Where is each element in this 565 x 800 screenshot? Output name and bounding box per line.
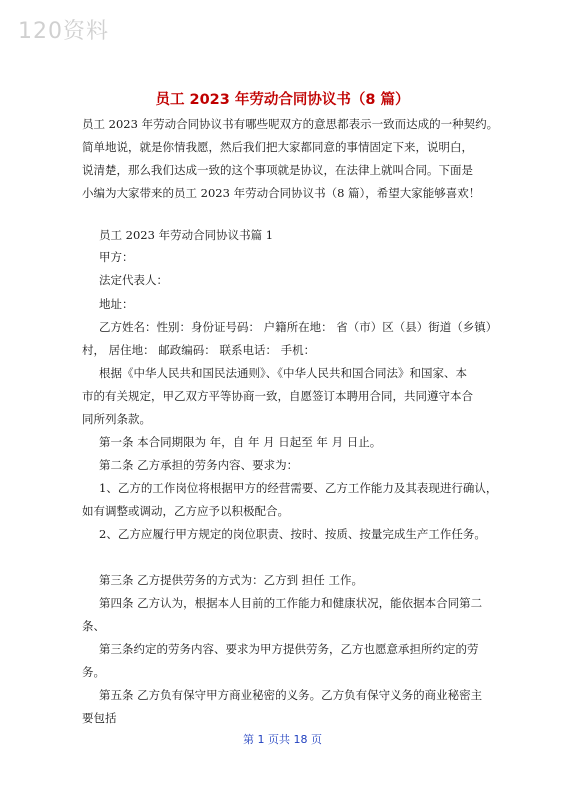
article-1: 第一条 本合同期限为 年，自 年 月 日起至 年 月 日止。 (99, 435, 382, 449)
document-title: 员工 2023 年劳动合同协议书（8 篇） (155, 92, 410, 108)
article-4-line-1: 第四条 乙方认为，根据本人目前的工作能力和健康状况，能依据本合同第二 (99, 596, 483, 610)
intro-line-1: 员工 2023 年劳动合同协议书有哪些呢双方的意思都表示一致而达成的一种契约。 (82, 117, 499, 131)
article-2-item-1-line-2: 如有调整或调动，乙方应予以积极配合。 (82, 504, 289, 518)
article-2-item-2: 2、乙方应履行甲方规定的岗位职责、按时、按质、按量完成生产工作任务。 (99, 527, 486, 541)
article-5-line-2: 要包括 (82, 711, 117, 725)
article-4-line-4: 务。 (82, 665, 105, 679)
article-5-line-1: 第五条 乙方负有保守甲方商业秘密的义务。乙方负有保守义务的商业秘密主 (99, 688, 483, 702)
section-heading: 员工 2023 年劳动合同协议书篇 1 (99, 228, 274, 242)
basis-line-2: 市的有关规定，甲乙双方平等协商一致，自愿签订本聘用合同，共同遵守本合 (82, 389, 473, 403)
party-a-field: 甲方： (99, 250, 134, 264)
basis-line-1: 根据《中华人民共和国民法通则》、《中华人民共和国合同法》和国家、本 (99, 366, 467, 380)
intro-line-3: 说清楚，那么我们达成一致的这个事项就是协议，在法律上就叫合同。下面是 (82, 163, 473, 177)
intro-line-4: 小编为大家带来的员工 2023 年劳动合同协议书（8 篇），希望大家能够喜欢！ (82, 186, 481, 200)
intro-line-2: 简单地说，就是你情我愿，然后我们把大家都同意的事情固定下来，说明白， (82, 140, 473, 154)
article-4-line-2: 条、 (82, 619, 105, 633)
basis-line-3: 同所列条款。 (82, 412, 151, 426)
party-b-line-1: 乙方姓名：性别：身份证号码： 户籍所在地： 省（市）区（县）街道（乡镇） (99, 320, 498, 334)
page-number: 第 1 页共 18 页 (243, 733, 322, 746)
article-2-item-1-line-1: 1、乙方的工作岗位将根据甲方的经营需要、乙方工作能力及其表现进行确认， (99, 481, 498, 495)
article-4-line-3: 第三条约定的劳务内容、要求为甲方提供劳务，乙方也愿意承担所约定的劳 (99, 642, 479, 656)
address-field: 地址： (99, 297, 134, 311)
party-b-line-2: 村， 居住地： 邮政编码： 联系电话： 手机： (82, 343, 316, 357)
article-2: 第二条 乙方承担的劳务内容、要求为： (99, 458, 299, 472)
watermark: 120资料 (18, 19, 109, 44)
article-3: 第三条 乙方提供劳务的方式为：乙方到 担任 工作。 (99, 573, 363, 587)
legal-rep-field: 法定代表人： (99, 273, 168, 287)
